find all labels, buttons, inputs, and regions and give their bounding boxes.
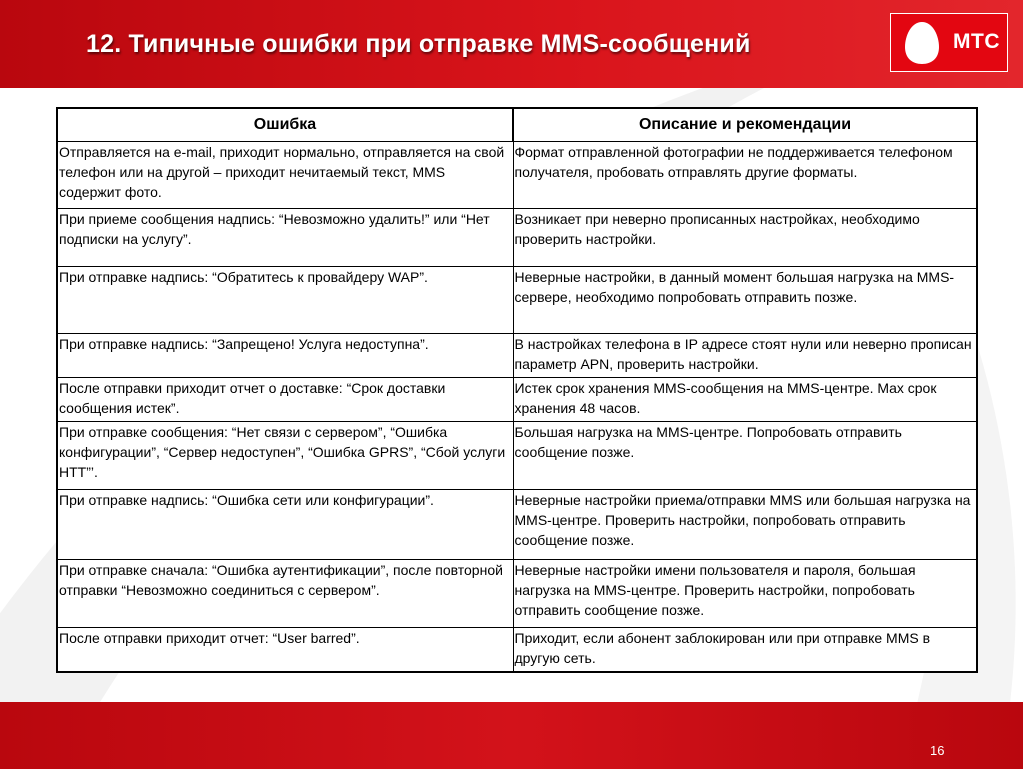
table-row <box>57 560 977 628</box>
description-cell: Неверные настройки имени пользователя и пароля, большая нагрузка на MMS-центре. Проверить настройки, попробовать отправить сообщение позже. <box>513 560 977 628</box>
table-row <box>57 422 977 490</box>
error-cell: После отправки приходит отчет: “User barred”. <box>57 628 513 672</box>
egg-logo-icon <box>903 20 941 66</box>
description-cell: В настройках телефона в IP адресе стоят нули или неверно прописан параметр APN, проверить настройки. <box>513 334 977 378</box>
table-row <box>57 142 977 209</box>
table-row <box>57 209 977 267</box>
table-row <box>57 628 977 672</box>
error-cell: Отправляется на e-mail, приходит нормально, отправляется на свой телефон или на другой – приходит нечитаемый текст, MMS содержит фото. <box>57 142 513 209</box>
error-cell: При отправке надпись: “Обратитесь к провайдеру WAP”. <box>57 267 513 334</box>
description-cell: Формат отправленной фотографии не поддерживается телефоном получателя, пробовать отправлять другие форматы. <box>513 142 977 209</box>
errors-table <box>56 107 978 673</box>
description-cell: Приходит, если абонент заблокирован или при отправке MMS в другую сеть. <box>513 628 977 672</box>
error-cell: При отправке надпись: “Ошибка сети или конфигурации”. <box>57 490 513 560</box>
column-header-description: Описание и рекомендации <box>513 108 977 142</box>
description-cell: Истек срок хранения MMS-сообщения на MMS-центре. Max срок хранения 48 часов. <box>513 378 977 422</box>
footer-bar <box>0 702 1023 769</box>
description-cell: Возникает при неверно прописанных настройках, необходимо проверить настройки. <box>513 209 977 267</box>
table-row <box>57 334 977 378</box>
mts-logo <box>890 13 1008 72</box>
slide-title: 12. Типичные ошибки при отправке MMS-сообщений <box>86 30 751 58</box>
table-header-row <box>57 108 977 142</box>
error-cell: После отправки приходит отчет о доставке: “Срок доставки сообщения истек”. <box>57 378 513 422</box>
error-cell: При приеме сообщения надпись: “Невозможно удалить!” или “Нет подписки на услугу”. <box>57 209 513 267</box>
description-cell: Неверные настройки приема/отправки MMS или большая нагрузка на MMS-центре. Проверить настройки, попробовать отправить сообщение позже. <box>513 490 977 560</box>
logo-text: МТС <box>953 30 1000 53</box>
error-cell: При отправке сначала: “Ошибка аутентификации”, после повторной отправки “Невозможно соединиться с сервером”. <box>57 560 513 628</box>
error-cell: При отправке сообщения: “Нет связи с сервером”, “Ошибка конфигурации”, “Сервер недоступен”, “Ошибка GPRS”, “Сбой услуги HTT”’. <box>57 422 513 490</box>
page-number: 16 <box>930 743 945 758</box>
description-cell: Неверные настройки, в данный момент большая нагрузка на MMS-сервере, необходимо попробовать отправить позже. <box>513 267 977 334</box>
table-row <box>57 267 977 334</box>
error-cell: При отправке надпись: “Запрещено! Услуга недоступна”. <box>57 334 513 378</box>
column-header-error: Ошибка <box>57 108 513 142</box>
table-row <box>57 378 977 422</box>
description-cell: Большая нагрузка на MMS-центре. Попробовать отправить сообщение позже. <box>513 422 977 490</box>
table-row <box>57 490 977 560</box>
errors-table-container <box>56 107 976 673</box>
